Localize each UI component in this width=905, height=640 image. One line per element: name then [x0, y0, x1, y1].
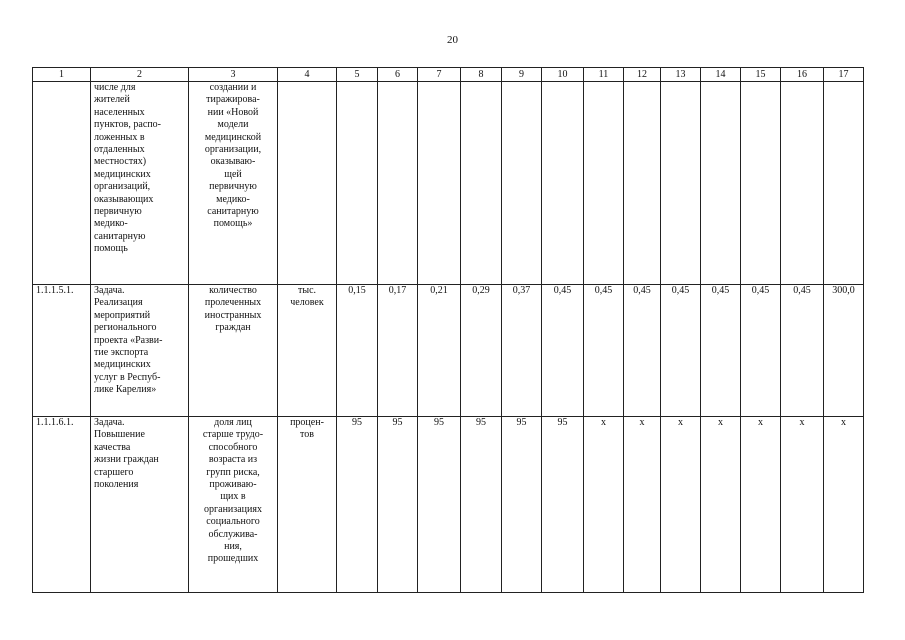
value-cell	[337, 82, 378, 285]
column-header: 10	[542, 68, 584, 82]
unit-cell	[278, 82, 337, 285]
column-header: 6	[378, 68, 418, 82]
value-cell: 95	[337, 417, 378, 593]
table-row	[33, 417, 864, 593]
value-cell: х	[624, 417, 661, 593]
value-cell	[378, 82, 418, 285]
value-cell: х	[824, 417, 864, 593]
row-id-cell	[33, 82, 91, 285]
task-cell: Задача. Реализация мероприятий регионального проекта «Разви- тие экспорта медицинских услуг в Респуб- лике Карелия»	[91, 285, 189, 417]
task-cell: Задача. Повышение качества жизни граждан старшего поколения	[91, 417, 189, 593]
column-header: 15	[741, 68, 781, 82]
column-header: 12	[624, 68, 661, 82]
column-header: 3	[189, 68, 278, 82]
value-cell: 300,0	[824, 285, 864, 417]
value-cell: 95	[461, 417, 502, 593]
value-cell: 0,37	[502, 285, 542, 417]
value-cell: х	[741, 417, 781, 593]
value-cell	[741, 82, 781, 285]
value-cell	[542, 82, 584, 285]
header-row	[33, 68, 864, 82]
value-cell: 95	[542, 417, 584, 593]
column-header: 11	[584, 68, 624, 82]
page-number: 20	[447, 34, 458, 46]
value-cell: х	[661, 417, 701, 593]
row-id-cell: 1.1.1.6.1.	[33, 417, 91, 593]
column-header: 4	[278, 68, 337, 82]
value-cell	[781, 82, 824, 285]
indicator-cell: создании и тиражирова- нии «Новой модели медицинской организации, оказываю- щей первичную медико- санитарную помощь»	[189, 82, 278, 285]
value-cell: х	[781, 417, 824, 593]
column-header: 14	[701, 68, 741, 82]
value-cell: 0,15	[337, 285, 378, 417]
value-cell	[502, 82, 542, 285]
task-cell: числе для жителей населенных пунктов, распо- ложенных в отдаленных местностях) медицинских организаций, оказывающих первичную медико- санитарную помощь	[91, 82, 189, 285]
value-cell	[418, 82, 461, 285]
table-row	[33, 285, 864, 417]
value-cell: 0,29	[461, 285, 502, 417]
column-header: 8	[461, 68, 502, 82]
value-cell: 0,45	[624, 285, 661, 417]
unit-cell: тыс. человек	[278, 285, 337, 417]
value-cell: 95	[378, 417, 418, 593]
value-cell: 0,45	[781, 285, 824, 417]
value-cell	[661, 82, 701, 285]
column-header: 9	[502, 68, 542, 82]
table-row	[33, 82, 864, 285]
value-cell: 0,21	[418, 285, 461, 417]
column-header: 2	[91, 68, 189, 82]
value-cell: 0,45	[584, 285, 624, 417]
indicator-cell: количество пролеченных иностранных граждан	[189, 285, 278, 417]
column-header: 13	[661, 68, 701, 82]
value-cell: 0,45	[542, 285, 584, 417]
value-cell: 0,17	[378, 285, 418, 417]
value-cell	[701, 82, 741, 285]
value-cell: 95	[418, 417, 461, 593]
column-header: 17	[824, 68, 864, 82]
value-cell: х	[584, 417, 624, 593]
column-header: 1	[33, 68, 91, 82]
value-cell	[584, 82, 624, 285]
column-header: 7	[418, 68, 461, 82]
unit-cell: процен- тов	[278, 417, 337, 593]
value-cell: 0,45	[661, 285, 701, 417]
value-cell: 95	[502, 417, 542, 593]
value-cell	[461, 82, 502, 285]
column-header: 5	[337, 68, 378, 82]
indicators-table	[32, 67, 864, 593]
row-id-cell: 1.1.1.5.1.	[33, 285, 91, 417]
value-cell: х	[701, 417, 741, 593]
column-header: 16	[781, 68, 824, 82]
indicator-cell: доля лиц старше трудо- способного возраста из групп риска, проживаю- щих в организациях социального обслужива- ния, прошедших	[189, 417, 278, 593]
value-cell	[624, 82, 661, 285]
value-cell: 0,45	[741, 285, 781, 417]
value-cell	[824, 82, 864, 285]
value-cell: 0,45	[701, 285, 741, 417]
